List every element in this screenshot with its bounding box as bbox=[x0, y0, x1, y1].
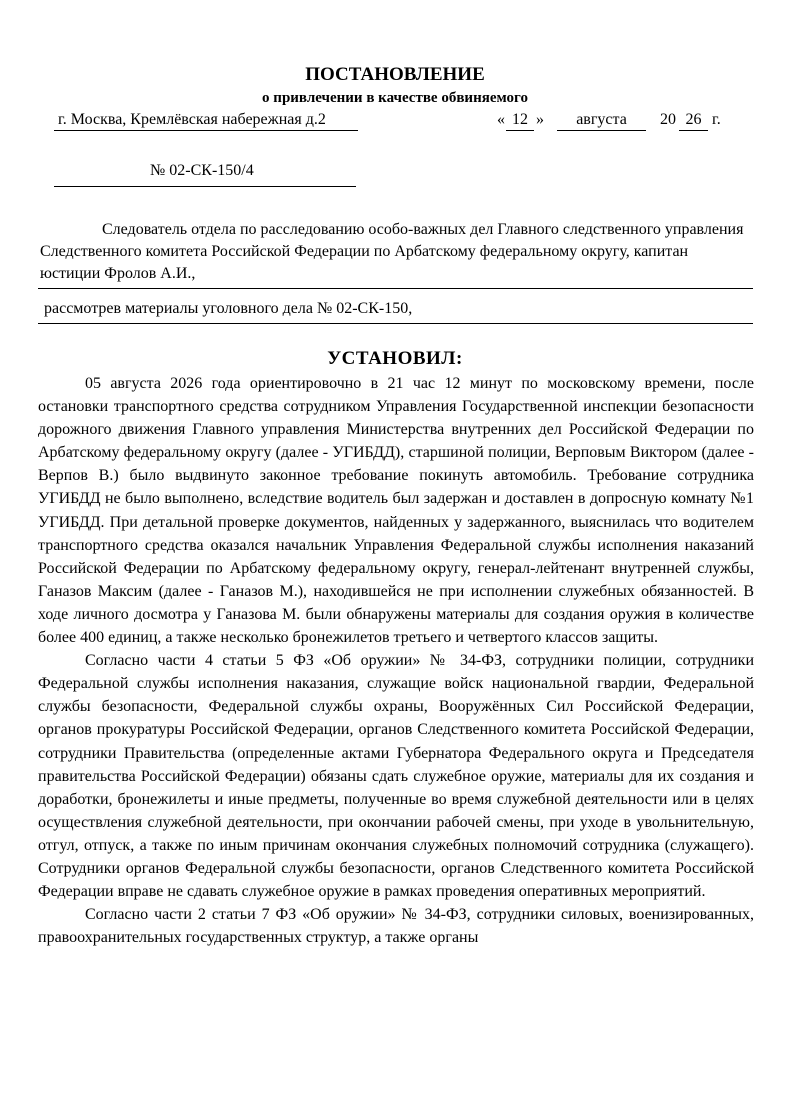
date-year-field: 26 bbox=[679, 110, 708, 131]
date-year-unit: г. bbox=[712, 111, 721, 128]
body-paragraph: Согласно части 4 статьи 5 ФЗ «Об оружии» № 34-ФЗ, сотрудники полиции, сотрудники Федеральной службы исполнения наказания, служащие войск национальной гвардии, Федеральной службы безопасности, Федеральной службы охраны, Вооружённых Сил Российской Федерации, органов прокуратуры Российской Федерации, органов Следственного комитета Российской Федерации, сотрудники Правительства (определенные актами Губернатора Федерального округа и Председателя правительства Российской Федерации) обязаны сдать служебное оружие, материалы для их создания и доработки, бронежилеты и иные предметы, полученные во время служебной деятельности или в целях осуществления служебной деятельности, при окончании рабочей смены, при уходе в увольнительную, отгул, отпуск, а также по иным причинам окончания служебных полномочий сотрудника (служащего). Сотрудники органов Федеральной службы безопасности, органов Следственного комитета Российской Федерации вправе не сдавать служебное оружие в рамках проведения оперативных мероприятий. bbox=[38, 652, 754, 901]
investigator-block bbox=[40, 219, 752, 285]
considering-underline bbox=[38, 323, 753, 324]
body-text bbox=[38, 372, 754, 949]
date-year-prefix: 20 bbox=[660, 111, 676, 128]
body-paragraph: 05 августа 2026 года ориентировочно в 21 час 12 минут по московскому времени, после остановки транспортного средства сотрудником Управления Государственной инспекции безопасности дорожного движения Главного управления Министерства внутренних дел Российской Федерации по Арбатскому федеральному округу (далее - УГИБДД), старшиной полиции, Верповым Виктором (далее - Верпов В.) было выдвинуто законное требование покинуть автомобиль. Требование сотрудника УГИБДД не было выполнено, вследствие водитель был задержан и доставлен в допросную комнату №1 УГИБДД. При детальной проверке документов, найденных у задержанного, выяснилась что водителем транспортного средства оказался начальник Управления Федеральной службы исполнения наказаний Российской Федерации по Арбатскому федеральному округу, генерал-лейтенант внутренней службы, Ганазов Максим (далее - Ганазов М.), находившейся не при исполнении служебных обязанностей. В ходе личного досмотра у Ганазова М. были обнаружены материалы для создания оружия в количестве более 400 единиц, а также несколько бронежилетов третьего и четвертого классов защиты. bbox=[38, 375, 754, 647]
place-date-row bbox=[0, 110, 790, 132]
date-open-quote: « bbox=[497, 111, 505, 128]
place-field: г. Москва, Кремлёвская набережная д.2 bbox=[54, 110, 358, 131]
number-underline bbox=[54, 186, 356, 187]
document-number: № 02-СК-150/4 bbox=[150, 162, 254, 179]
document-title: ПОСТАНОВЛЕНИЕ bbox=[305, 64, 485, 85]
investigator-underline bbox=[38, 288, 753, 289]
considering-text: рассмотрев материалы уголовного дела № 02-СК-150, bbox=[44, 300, 413, 317]
section-title: УСТАНОВИЛ: bbox=[327, 348, 463, 369]
date-close-quote: » bbox=[536, 111, 544, 128]
body-paragraph: Согласно части 2 статьи 7 ФЗ «Об оружии» № 34-ФЗ, сотрудники силовых, военизированных, правоохранительных государственных структур, а также органы bbox=[38, 906, 754, 947]
date-month-field: августа bbox=[557, 110, 646, 131]
investigator-text: Следователь отдела по расследованию особо-важных дел Главного следственного управления Следственного комитета Российской Федерации по Арбатскому федеральному округу, капитан юстиции Фролов А.И., bbox=[40, 221, 744, 282]
document-subtitle: о привлечении в качестве обвиняемого bbox=[262, 90, 528, 106]
date-day-field: 12 bbox=[506, 110, 534, 131]
